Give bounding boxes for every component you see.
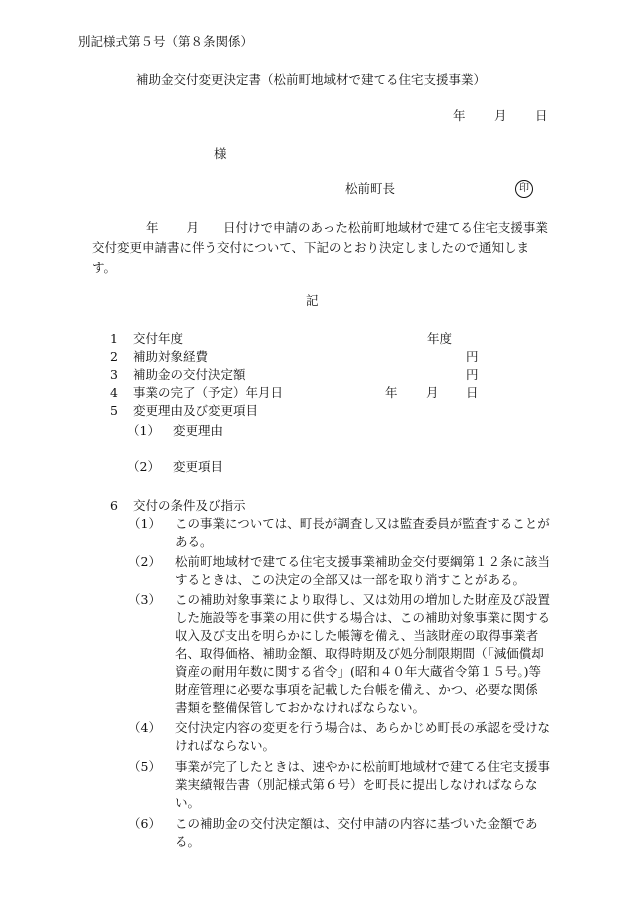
issuer-name: 松前町長 bbox=[345, 181, 396, 196]
seal-mark: 印 bbox=[515, 180, 533, 198]
item-1-label: 交付年度 bbox=[133, 331, 184, 346]
item-2-unit: 円 bbox=[466, 349, 479, 364]
condition-5-number: （5） bbox=[128, 759, 161, 774]
condition-4-number: （4） bbox=[128, 720, 161, 735]
condition-1-text: この事業については、町長が調査し又は監査委員が監査することがある。 bbox=[175, 516, 550, 549]
condition-2-number: （2） bbox=[128, 554, 161, 569]
condition-6-number: （6） bbox=[128, 816, 161, 831]
intro-text: 日付けで申請のあった松前町地域材で建てる住宅支援事業交付変更申請書に伴う交付について、下記のとおり決定しましたので通知します。 bbox=[92, 220, 548, 275]
item-4-day: 日 bbox=[466, 385, 479, 400]
item-5-label: 変更理由及び変更項目 bbox=[133, 403, 259, 418]
item-6-number: 6 bbox=[110, 498, 118, 513]
condition-1-number: （1） bbox=[128, 516, 161, 531]
intro-paragraph bbox=[92, 218, 550, 278]
intro-month: 月 bbox=[186, 220, 200, 235]
item-4-year: 年 bbox=[385, 385, 398, 400]
ki-heading: 記 bbox=[306, 293, 319, 308]
condition-5 bbox=[128, 758, 550, 812]
addressee-suffix: 様 bbox=[214, 146, 227, 161]
item-3-label: 補助金の交付決定額 bbox=[133, 367, 246, 382]
condition-4 bbox=[128, 719, 550, 755]
condition-6 bbox=[128, 815, 550, 851]
condition-2 bbox=[128, 553, 550, 589]
item-4-label: 事業の完了（予定）年月日 bbox=[133, 385, 284, 400]
intro-year: 年 bbox=[146, 220, 159, 235]
sub5-2-number: （2） bbox=[127, 459, 160, 474]
condition-3 bbox=[128, 591, 550, 717]
item-1-unit: 年度 bbox=[427, 331, 453, 346]
condition-3-text: この補助対象事業により取得し、又は効用の増加した財産及び設置した施設等を事業の用に供する場合は、この補助対象事業に関する収入及び支出を明らかにした帳簿を備え、当該財産の取得事業者名、取得価格、補助金額、取得時期及び処分制限期間（「減価償却資産の耐用年数に関する省令」(昭和４０年大蔵省令第１５号。)等財産管理に必要な事項を記載した台帳を備え、かつ、必要な関係書類を整備保管しておかなければならない。 bbox=[175, 592, 551, 715]
document-title: 補助金交付変更決定書（松前町地域材で建てる住宅支援事業） bbox=[136, 72, 487, 87]
item-4-month: 月 bbox=[426, 385, 439, 400]
item-2-number: 2 bbox=[110, 349, 118, 364]
item-5-number: 5 bbox=[110, 403, 118, 418]
item-3-number: 3 bbox=[110, 367, 118, 382]
date-day-label: 日 bbox=[535, 108, 548, 123]
item-1-number: 1 bbox=[110, 331, 118, 346]
form-label: 別記様式第５号（第８条関係） bbox=[78, 34, 254, 49]
date-month-label: 月 bbox=[494, 108, 507, 123]
item-3-unit: 円 bbox=[466, 367, 479, 382]
sub5-1-number: （1） bbox=[127, 423, 160, 438]
condition-1 bbox=[128, 515, 550, 551]
item-2-label: 補助対象経費 bbox=[133, 349, 209, 364]
condition-3-number: （3） bbox=[128, 592, 161, 607]
date-year-label: 年 bbox=[453, 108, 466, 123]
condition-6-text: この補助金の交付決定額は、交付申請の内容に基づいた金額である。 bbox=[175, 816, 538, 849]
item-4-number: 4 bbox=[110, 385, 118, 400]
condition-5-text: 事業が完了したときは、速やかに松前町地域材で建てる住宅支援事業実績報告書（別記様式第６号）を町長に提出しなければならない。 bbox=[175, 759, 551, 810]
item-6-label: 交付の条件及び指示 bbox=[133, 498, 246, 513]
sub5-2-label: 変更項目 bbox=[173, 459, 224, 474]
condition-4-text: 交付決定内容の変更を行う場合は、あらかじめ町長の承認を受けなければならない。 bbox=[175, 720, 551, 753]
sub5-1-label: 変更理由 bbox=[173, 423, 224, 438]
condition-2-text: 松前町地域材で建てる住宅支援事業補助金交付要綱第１２条に該当するときは、この決定の全部又は一部を取り消すことがある。 bbox=[175, 554, 551, 587]
